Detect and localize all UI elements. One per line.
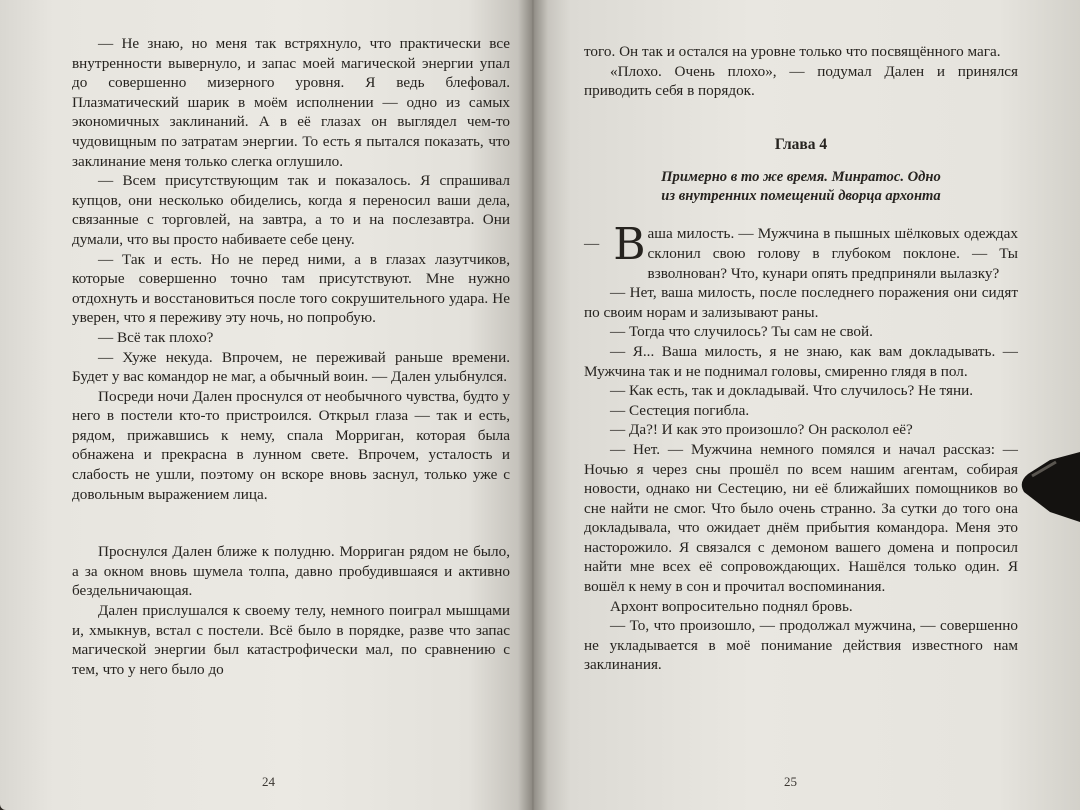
- left-page: [0, 0, 532, 810]
- pen-icon: [1010, 452, 1080, 532]
- left-paragraph-8: Дален прислушался к своему телу, немного поиграл мышцами и, хмыкнув, встал с постели. Всё было в порядке, разве что запас магической энергии был катастрофически мал, по сравнению с тем, что у него было до: [72, 602, 510, 678]
- right-paragraph-7: — Сестеция погибла.: [610, 401, 750, 419]
- right-paragraph-6: — Как есть, так и докладывай. Что случилось? Не тяни.: [610, 382, 974, 400]
- left-paragraph-7: Проснулся Дален ближе к полудню. Морриган рядом не было, а за окном вновь шумела толпа, давно пробудившаяся и активно бездельничающая.: [72, 543, 510, 600]
- chapter-subtitle-line-2: из внутренних помещений дворца архонта: [661, 188, 941, 205]
- right-paragraph-11: — То, что произошло, — продолжал мужчина, — совершенно не укладывается в моё понимание действия известного нам заклинания.: [584, 617, 1018, 674]
- right-paragraph-4: — Тогда что случилось? Ты сам не свой.: [610, 323, 873, 341]
- right-page: [532, 0, 1080, 810]
- chapter-subtitle: [584, 168, 1018, 206]
- left-paragraph-2: — Всем присутствующим так и показалось. Я спрашивал купцов, они несколько обиделись, когда я переносил ваши дела, связанные с торговлей, на завтра, а то и на послезавтра. Они думали, что вы просто набиваете себе цену.: [72, 172, 510, 248]
- chapter-subtitle-line-1: Примерно в то же время. Минратос. Одно: [661, 169, 941, 186]
- right-paragraph-9: — Нет. — Мужчина немного помялся и начал рассказ: — Ночью я через сны прошёл по всем нашим агентам, собирая новости, однако ни Сестецию, ни её ближайших помощников во сне найти не смог. Что было очень странно. За сутки до того она докладывала, что ожидает днём прибытия командора. Меня это насторожило. Я связался с демоном вашего домена и попросил найти мне всех её сопровождающих. Нашёлся только один. Я вошёл к нему в сон и прочитал воспоминания.: [584, 440, 1018, 596]
- right-paragraph-5: — Я... Ваша милость, я не знаю, как вам докладывать. — Мужчина так и не поднимал головы, смиренно глядя в пол.: [584, 342, 1018, 380]
- right-paragraph-3: — Нет, ваша милость, после последнего поражения они сидят по своим норам и зализывают раны.: [584, 284, 1018, 321]
- dropcap-dash: —: [584, 235, 600, 253]
- dropcap-letter: В: [613, 219, 646, 271]
- left-paragraph-1: — Не знаю, но меня так встряхнуло, что практически все внутренности вывернуло, и запас моей магической энергии упал до совершенно мизерного уровня. Я ведь блефовал. Плазматический шарик в моём исполнении — одно из самых экономичных заклинаний. А в её глазах он выглядел чем-то чудовищным по затратам энергии. То есть я пытался показать, что заклинание меня только слегка оглушило.: [72, 35, 510, 170]
- page-number-right: 25: [784, 774, 797, 790]
- left-paragraph-5: — Хуже некуда. Впрочем, не переживай раньше времени. Будет у вас командор не маг, а обычный воин. — Дален улыбнулся.: [72, 348, 510, 386]
- left-paragraph-6: Посреди ночи Дален проснулся от необычного чувства, будто у него в постели кто-то пристроился. Открыл глаза — так и есть, рядом, прижавшись к нему, спала Морриган, которая была обнажена и прекрасна в лунном свете. Впрочем, усталость и слабость не ушли, поэтому он вскоре вновь заснул, только уже с довольным выражением лица.: [72, 387, 510, 503]
- chapter-title: Глава 4: [774, 135, 828, 153]
- first-paragraph-text: аша милость. — Мужчина в пышных шёлковых одеждах склонил свою голову в глубоком поклоне. — Ты взволнован? Что, кунари опять предприняли вылазку?: [647, 225, 1018, 282]
- section-break: [72, 504, 510, 542]
- left-paragraph-4: — Всё так плохо?: [98, 328, 214, 346]
- right-paragraph-1: того. Он так и остался на уровне только что посвящённого мага.: [584, 43, 1001, 60]
- left-paragraph-3: — Так и есть. Но не перед ними, а в глазах лазутчиков, которые совершенно точно там присутствуют. Мне нужно отдохнуть и восстановиться после того сокрушительного удара. Не уверен, что я переживу эту ночь, но попробую.: [72, 250, 510, 327]
- right-paragraph-8: — Да?! И как это произошло? Он расколол её?: [610, 421, 913, 439]
- first-paragraph: [584, 219, 1018, 283]
- right-paragraph-10: Архонт вопросительно поднял бровь.: [610, 597, 853, 615]
- page-number-left: 24: [262, 774, 275, 790]
- right-paragraph-2: «Плохо. Очень плохо», — подумал Дален и принялся приводить себя в порядок.: [584, 62, 1018, 100]
